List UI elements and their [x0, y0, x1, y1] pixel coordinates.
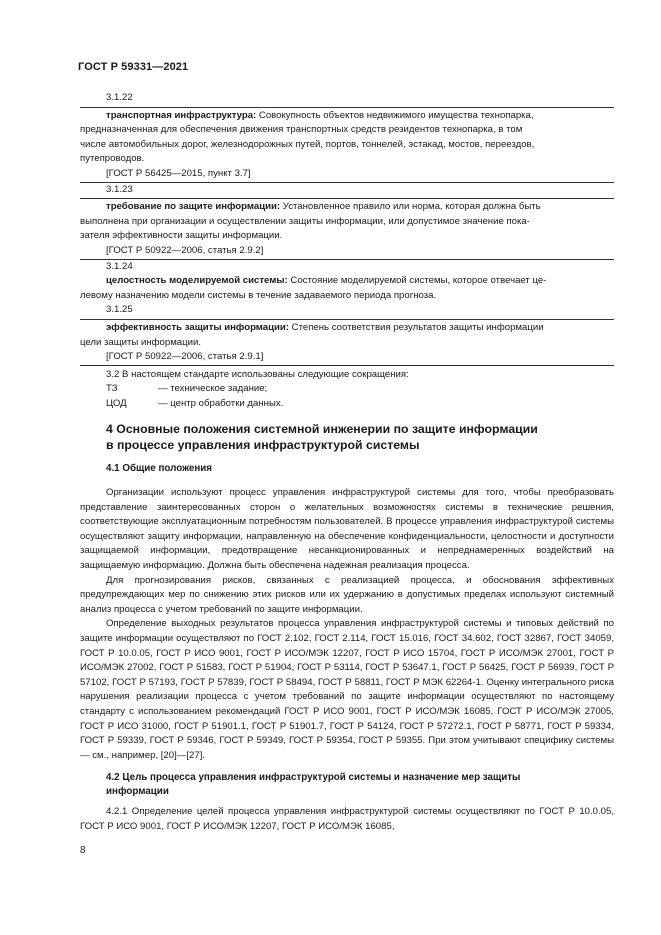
body-paragraph: Организации используют процесс управления инфраструктурой системы для того, чтобы преобразовать представление заинтересованных сторон о желательных возможностях системы в технические решения, соответствующие эксплуатационным потребностям пользователей. В процессе управления инфраструктурой системы осуществляют защиту информации, направленную на обеспечение конфиденциальности, целостности и доступности защищаемой информации, предотвращение несанкционированных и непреднамеренных воздействий на защищаемую информацию. Должна быть обеспечена надежная реализация процесса. [80, 487, 614, 572]
term-line: зателя эффективности защиты информации. [80, 230, 283, 242]
abbreviation-value: — техническое задание; [158, 383, 268, 395]
term-number: 3.1.23 [106, 183, 133, 195]
term-line: левому назначению модели системы в течение задаваемого периода прогноза. [80, 289, 437, 301]
document-body [80, 91, 614, 835]
term-name: требование по защите информации: [106, 201, 281, 213]
term-name: целостность моделируемой системы: [106, 275, 288, 287]
term-line: целостность моделируемой системы: Состояние моделируемой системы, которое отвечает це- [106, 275, 547, 287]
term-reference: [ГОСТ Р 50922—2006, статья 2.9.1] [106, 351, 264, 363]
section-heading: 4 Основные положения системной инженерии по защите информации в процессе управления инфраструктурой системы [106, 422, 538, 453]
term-name: эффективность защиты информации: [106, 321, 289, 333]
abbreviation-row [80, 382, 614, 397]
body-paragraph: Для прогнозирования рисков, связанных с реализацией процесса, и обоснования эффективных предупреждающих мер по снижению этих рисков или их удержанию в допустимых пределах используют системный анализ процесса с учетом требований по защите информации. [80, 574, 614, 615]
term-number: 3.1.22 [106, 92, 133, 103]
term-number: 3.1.24 [106, 260, 133, 272]
page-number: 8 [80, 845, 86, 856]
term-name: транспортная инфраструктура: [106, 109, 257, 121]
abbreviation-row [80, 397, 614, 412]
abbreviation-key: ТЗ [106, 383, 118, 395]
term-line: путепроводов. [80, 153, 145, 165]
term-line: транспортная инфраструктура: Совокупность объектов недвижимого имущества технопарка, [106, 109, 534, 121]
abbreviation-key: ЦОД [106, 397, 127, 409]
term-box [80, 198, 614, 259]
document-header: ГОСТ Р 59331—2021 [78, 61, 189, 73]
term-reference: [ГОСТ Р 50922—2006, статья 2.9.2] [106, 244, 264, 256]
body-paragraph: Определение выходных результатов процесса управления инфраструктурой системы и типовых действий по защите информации осуществляют по ГОСТ 2.102, ГОСТ 2.114, ГОСТ 15.016, ГОСТ 34.602, ГОСТ 32867, ГОСТ 34059, ГОСТ Р 10.0.05, ГОСТ Р ИСО 9001, ГОСТ Р ИСО/МЭК 12207, ГОСТ Р ИСО 15704, ГОСТ Р ИСО/МЭК 27001, ГОСТ Р ИСО/МЭК 27002, ГОСТ Р 51583, ГОСТ Р 51904, ГОСТ Р 53114, ГОСТ Р 53647.1, ГОСТ Р 56425, ГОСТ Р 56939, ГОСТ Р 57102, ГОСТ Р 57193, ГОСТ Р 57839, ГОСТ Р 58494, ГОСТ Р 58811, ГОСТ Р МЭК 62264-1. Оценку интегрального риска нарушения реализации процесса с учетом требований по защите информации осуществляют по настоящему стандарту с использованием рекомендаций ГОСТ Р ИСО 9001, ГОСТ Р ИСО/МЭК 16085, ГОСТ Р ИСО/МЭК 27005, ГОСТ Р ИСО 31000, ГОСТ Р 51901.1, ГОСТ Р 51901.7, ГОСТ Р 54124, ГОСТ Р 57272.1, ГОСТ Р 58771, ГОСТ Р 59334, ГОСТ Р 59339, ГОСТ Р 59346, ГОСТ Р 59349, ГОСТ Р 59354, ГОСТ Р 59355. При этом учитывают специфику системы — см., например, [20]—[27]. [80, 618, 614, 761]
abbreviations-intro: 3.2 В настоящем стандарте использованы следующие сокращения: [106, 368, 409, 380]
abbreviation-value: — центр обработки данных. [158, 397, 284, 409]
body-paragraph: 4.2.1 Определение целей процесса управления инфраструктурой системы осуществляют по ГОСТ Р 10.0.05, ГОСТ Р ИСО 9001, ГОСТ Р ИСО/МЭК 12207, ГОСТ Р ИСО/МЭК 16085, [80, 806, 614, 832]
term-box [80, 107, 614, 183]
term-line: выполнена при организации и осуществлении защиты информации, или допустимое значение пока- [80, 215, 530, 227]
term-box [80, 319, 614, 366]
term-line: требование по защите информации: Установленное правило или норма, которая должна быть [106, 201, 541, 213]
term-line: эффективность защиты информации: Степень соответствия результатов защиты информации [106, 321, 544, 333]
term-reference: [ГОСТ Р 56425—2015, пункт 3.7] [106, 167, 251, 179]
term-line: предназначенная для обеспечения движения транспортных средств резидентов технопарка, в том [80, 124, 523, 136]
term-number: 3.1.25 [106, 304, 133, 316]
term-line: числе автомобильных дорог, железнодорожных путей, портов, тоннелей, эстакад, мостов, переездов, [80, 138, 535, 150]
term-line: цели защиты информации. [80, 336, 201, 348]
subsection-heading: 4.2 Цель процесса управления инфраструктурой системы и назначение мер защиты информации [106, 772, 521, 798]
term-entry [80, 274, 614, 303]
subsection-heading: 4.1 Общие положения [106, 463, 213, 475]
